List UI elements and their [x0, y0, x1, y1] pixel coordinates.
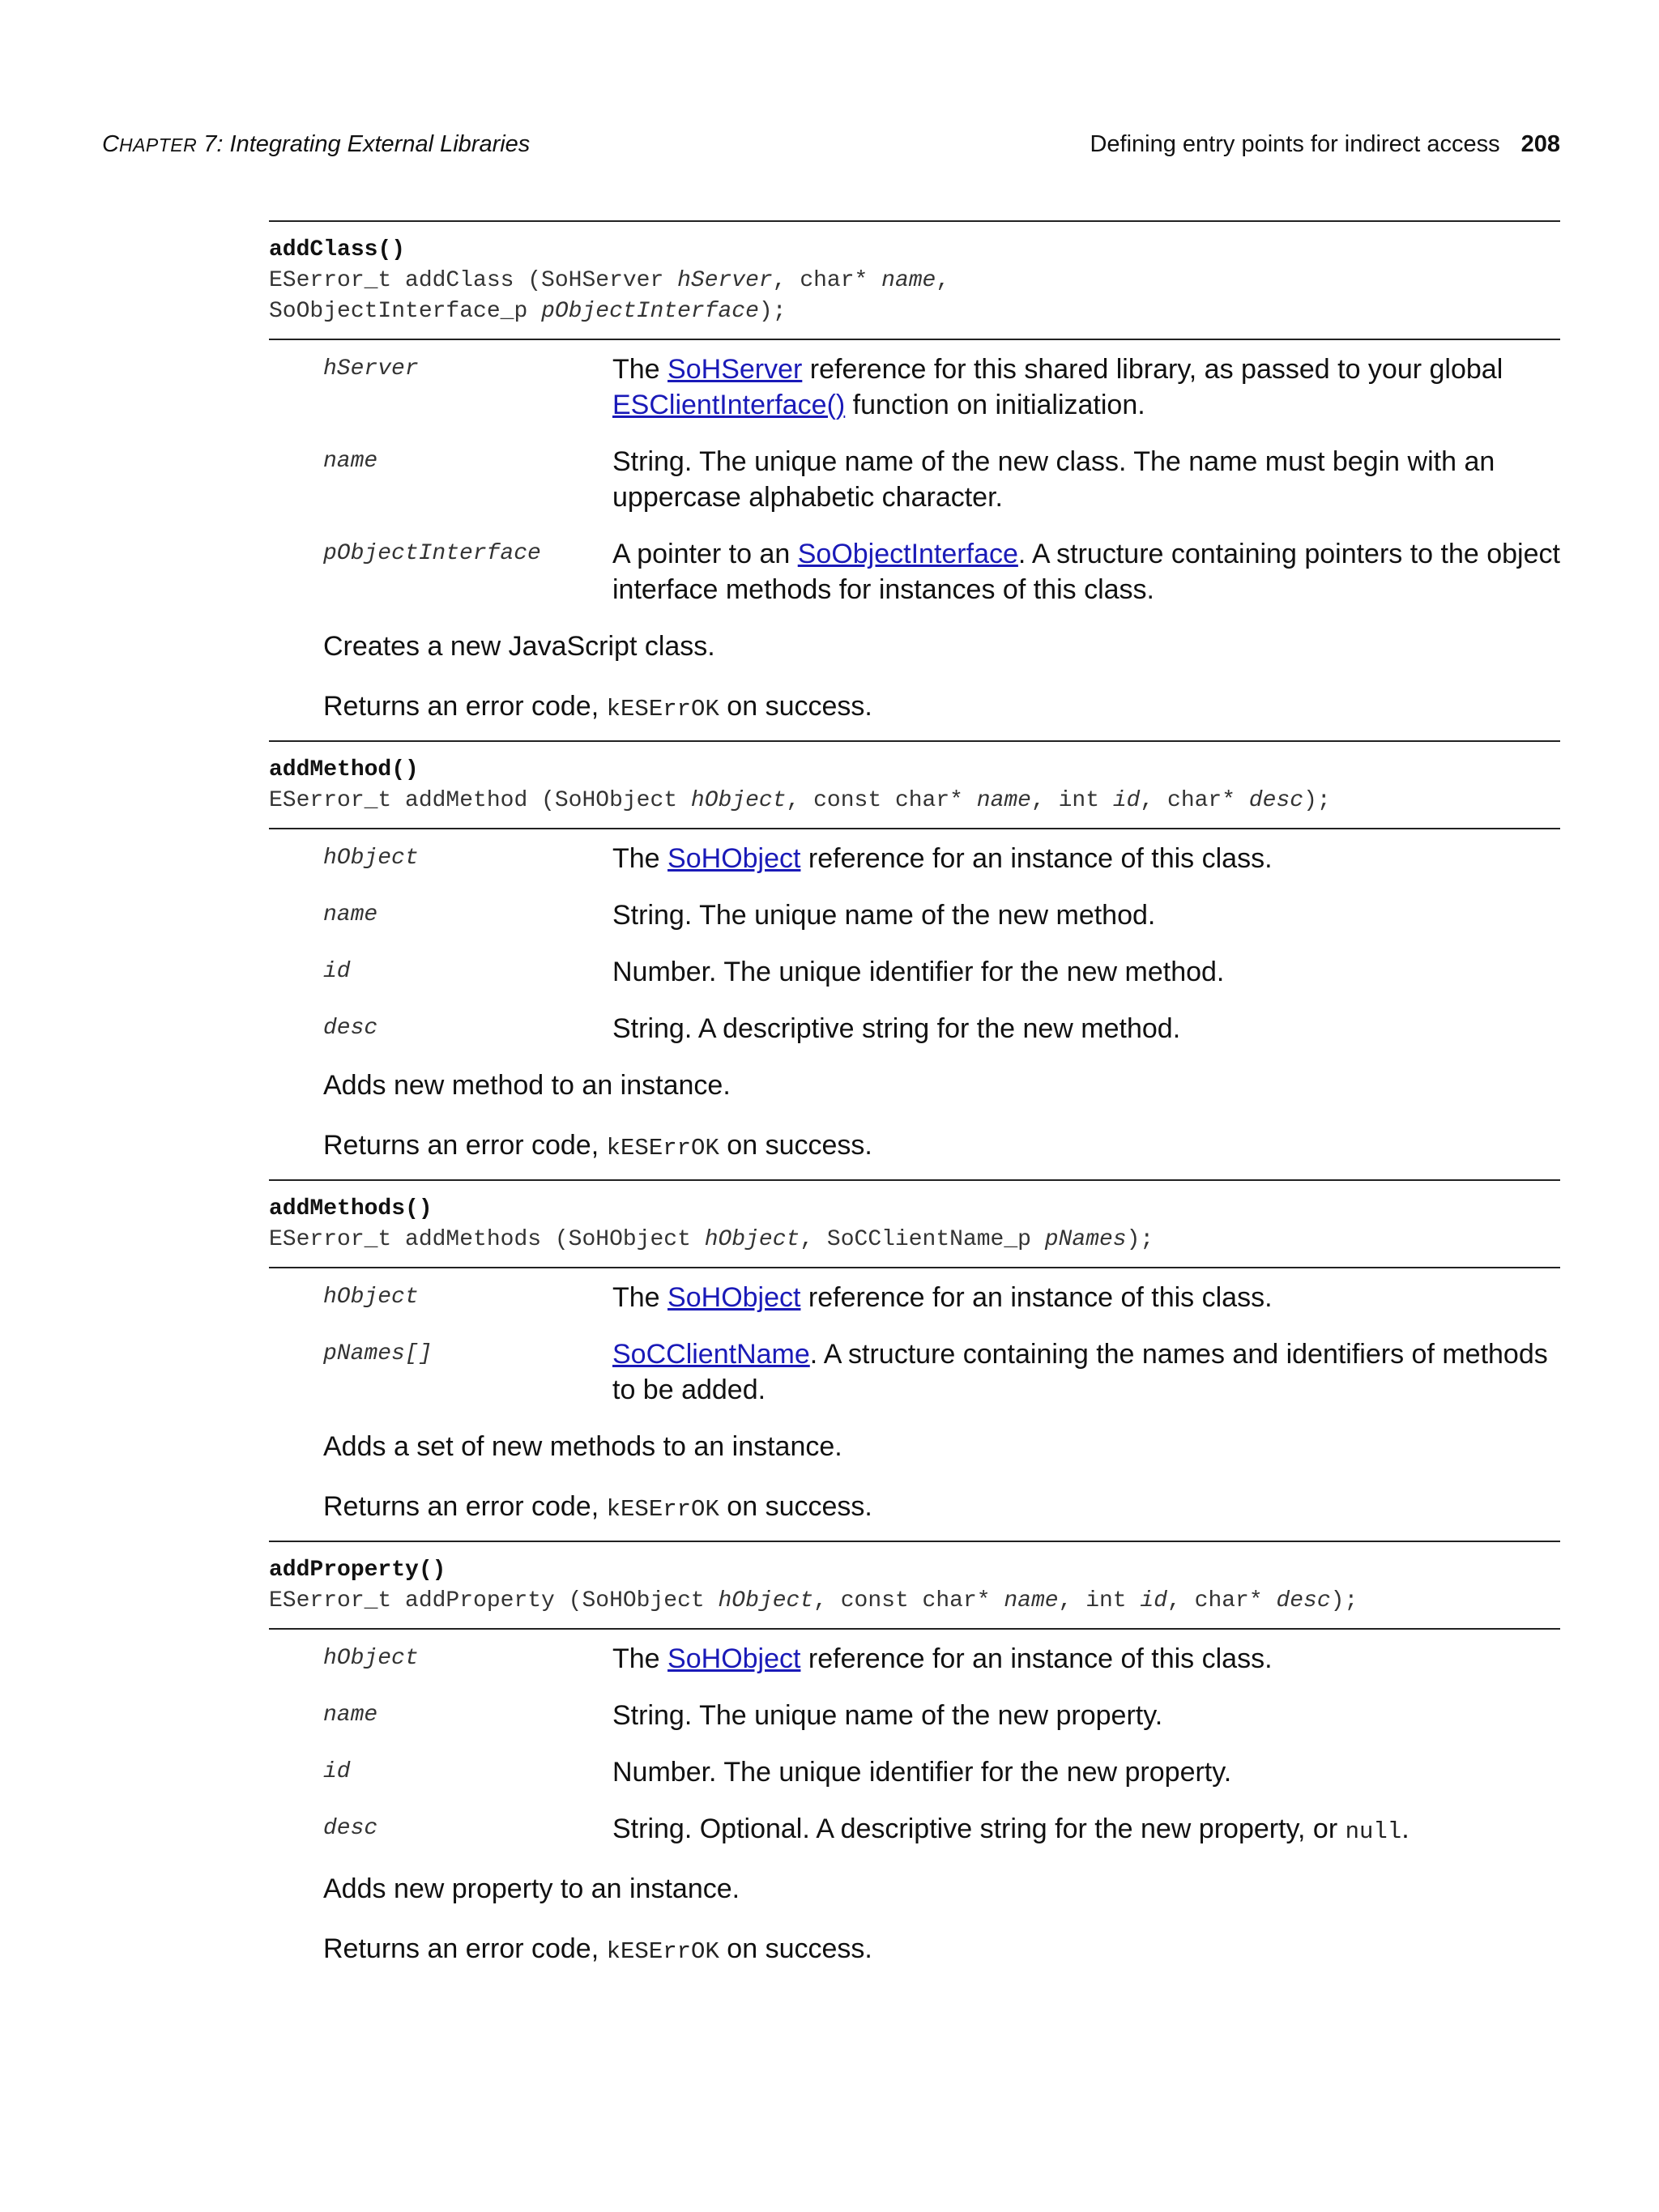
parameter-list [269, 340, 1560, 607]
param-row [323, 1336, 1560, 1408]
param-name: desc [323, 1016, 378, 1041]
param-description: The SoHObject reference for an instance of this class. [612, 843, 1273, 874]
signature-block [269, 222, 1560, 340]
param-description: String. The unique name of the new class. The name must begin with an uppercase alphabetic character. [612, 446, 1495, 513]
param-description: String. The unique name of the new method. [612, 900, 1156, 931]
page-number: 208 [1520, 131, 1560, 157]
param-name: name [323, 449, 378, 474]
function-signature: ESerror_t addProperty (SoHObject hObject, const char* name, int id, char* desc); [269, 1588, 1358, 1613]
param-row [323, 1011, 1560, 1046]
function-summary: Adds new method to an instance. [323, 1070, 731, 1101]
param-description: The SoHObject reference for an instance of this class. [612, 1643, 1273, 1674]
reference-content [269, 220, 1560, 1983]
function-name: addMethod() [269, 757, 419, 782]
function-signature: ESerror_t addMethod (SoHObject hObject, const char* name, int id, char* desc); [269, 788, 1331, 813]
entry-addmethods [269, 1179, 1560, 1528]
link-sohserver[interactable]: SoHServer [667, 354, 803, 385]
function-signature: ESerror_t addMethods (SoHObject hObject, SoCClientName_p pNames); [269, 1227, 1154, 1252]
function-summary: Adds new property to an instance. [323, 1873, 740, 1904]
entry-addproperty [269, 1541, 1560, 1970]
param-name: name [323, 902, 378, 927]
signature-block [269, 1542, 1560, 1630]
param-name: id [323, 1759, 351, 1784]
chapter-title: CHAPTER 7: Integrating External Libraries [102, 131, 531, 157]
function-name: addProperty() [269, 1558, 446, 1583]
running-header [102, 128, 1560, 160]
param-name: desc [323, 1816, 378, 1841]
param-name: hObject [323, 1646, 419, 1671]
parameter-list [269, 1268, 1560, 1408]
param-description: A pointer to an SoObjectInterface. A structure containing pointers to the object interface methods for instances of this class. [612, 539, 1560, 605]
signature-block [269, 1181, 1560, 1268]
param-name: id [323, 959, 351, 984]
section-heading [1090, 128, 1560, 160]
return-value: Returns an error code, kESErrOK on success. [323, 691, 872, 722]
entry-addmethod [269, 740, 1560, 1166]
param-description: The SoHObject reference for an instance of this class. [612, 1282, 1273, 1313]
function-name: addMethods() [269, 1196, 433, 1221]
param-description: String. The unique name of the new property. [612, 1700, 1163, 1731]
function-summary: Adds a set of new methods to an instance. [323, 1431, 842, 1462]
param-name: pObjectInterface [323, 541, 541, 566]
param-name: hObject [323, 1285, 419, 1310]
param-name: pNames[] [323, 1341, 433, 1366]
param-description: Number. The unique identifier for the new property. [612, 1757, 1232, 1788]
param-row [323, 897, 1560, 933]
param-name: name [323, 1703, 378, 1728]
parameter-list [269, 829, 1560, 1046]
link-esclientinterface[interactable]: ESClientInterface() [612, 390, 846, 420]
param-name: hServer [323, 356, 419, 381]
param-row [323, 954, 1560, 990]
return-value: Returns an error code, kESErrOK on success. [323, 1491, 872, 1523]
signature-block [269, 742, 1560, 829]
parameter-list [269, 1630, 1560, 1850]
param-row [323, 444, 1560, 515]
param-row [323, 1280, 1560, 1315]
function-name: addClass() [269, 237, 406, 262]
link-soobjectinterface[interactable]: SoObjectInterface [797, 539, 1018, 569]
function-summary: Creates a new JavaScript class. [323, 631, 715, 662]
param-row [323, 536, 1560, 607]
param-row [323, 841, 1560, 876]
link-socclientname[interactable]: SoCClientName [612, 1339, 810, 1370]
param-description: The SoHServer reference for this shared library, as passed to your global ESClientInterface() function on initialization. [612, 354, 1503, 420]
return-value: Returns an error code, kESErrOK on success. [323, 1933, 872, 1965]
link-sohobject[interactable]: SoHObject [667, 1282, 801, 1313]
param-row [323, 1641, 1560, 1677]
function-signature: ESerror_t addClass (SoHServer hServer, char* name, SoObjectInterface_p pObjectInterface); [269, 268, 950, 324]
param-row [323, 352, 1560, 423]
param-description: String. Optional. A descriptive string for the new property, or null. [612, 1813, 1410, 1845]
param-name: hObject [323, 846, 419, 871]
link-sohobject[interactable]: SoHObject [667, 1643, 801, 1674]
section-title: Defining entry points for indirect access [1090, 131, 1500, 157]
param-row [323, 1754, 1560, 1790]
link-sohobject[interactable]: SoHObject [667, 843, 801, 874]
return-value: Returns an error code, kESErrOK on success. [323, 1130, 872, 1161]
param-row [323, 1811, 1560, 1850]
param-description: String. A descriptive string for the new method. [612, 1013, 1181, 1044]
param-description: SoCClientName. A structure containing the names and identifiers of methods to be added. [612, 1339, 1548, 1405]
param-description: Number. The unique identifier for the new method. [612, 957, 1225, 987]
entry-addclass [269, 220, 1560, 727]
param-row [323, 1698, 1560, 1733]
